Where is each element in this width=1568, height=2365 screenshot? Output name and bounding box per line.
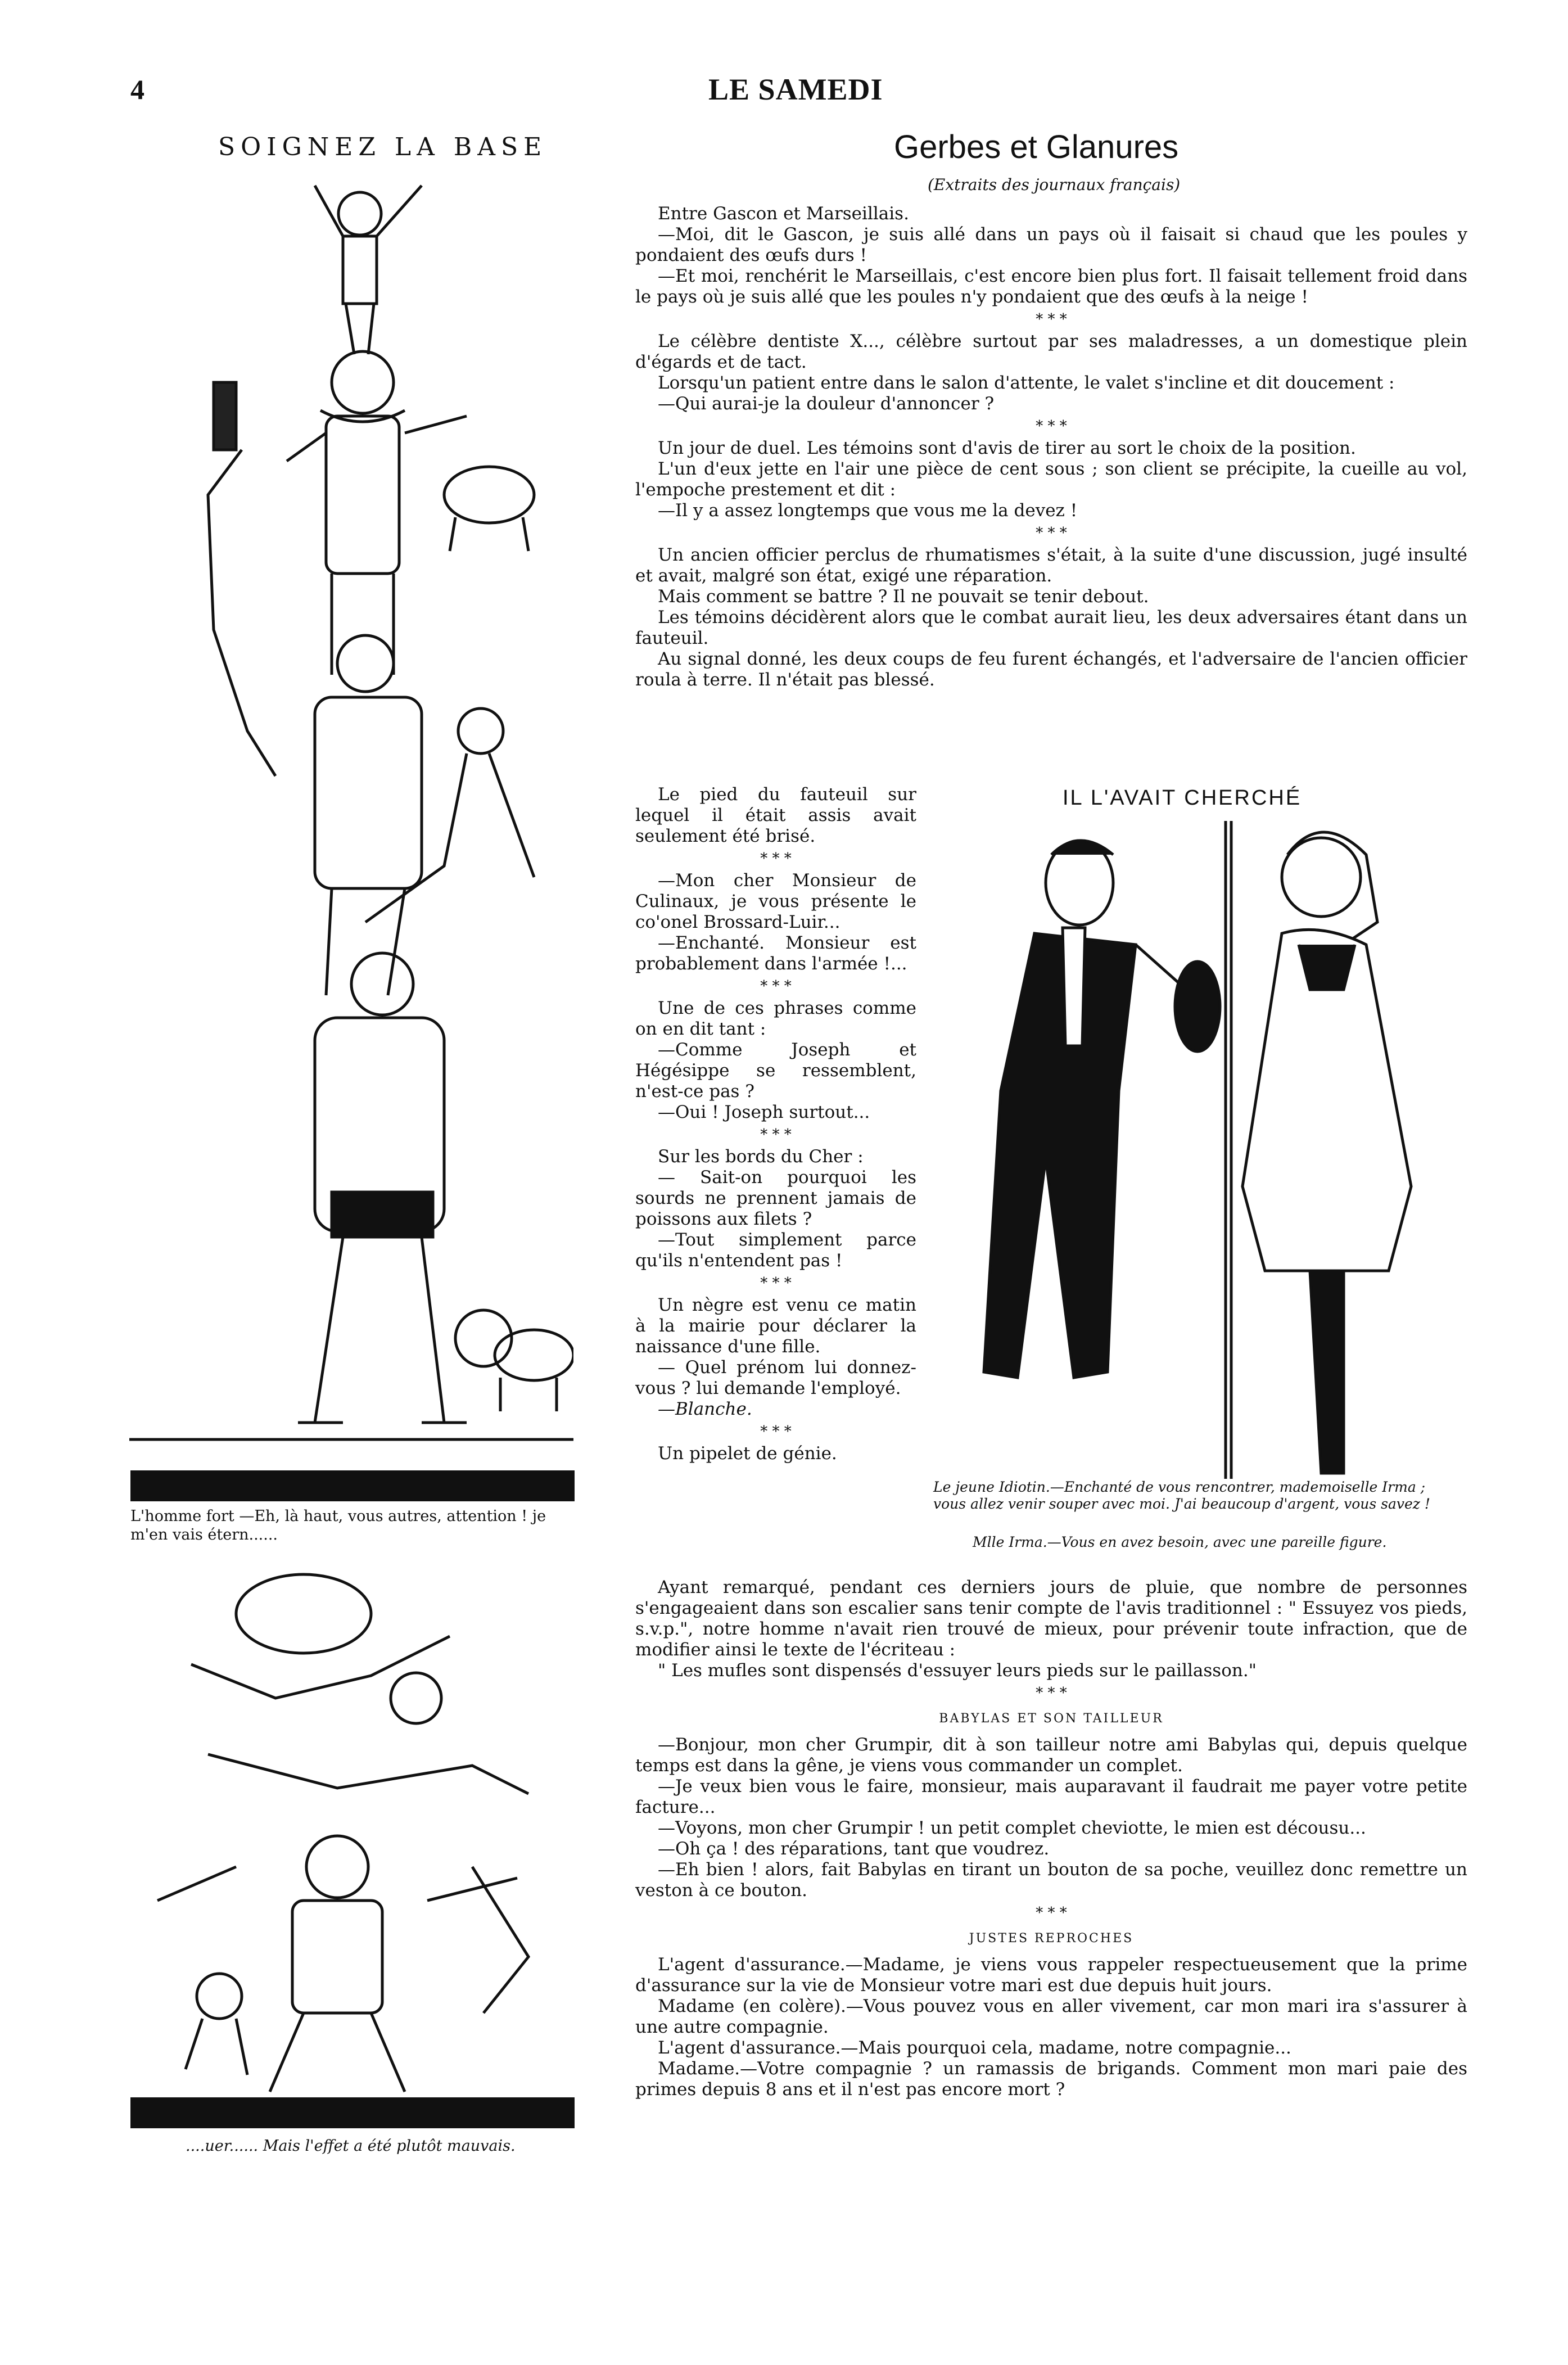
paragraph: Un pipelet de génie.	[658, 1443, 837, 1464]
cartoon-caption-2: Mlle Irma.—Vous en avez besoin, avec une pareille figure.	[973, 1534, 1387, 1550]
paragraph: " Les mufles sont dispensés d'essuyer leurs pieds sur le paillasson."	[658, 1660, 1257, 1681]
paragraph: —Comme Joseph et Hégésippe se ressemblent, n'est-ce pas ?	[635, 1040, 916, 1102]
left-caption-2: ....uer...... Mais l'effet a été plutôt mauvais.	[186, 2137, 516, 2155]
asterism: * * *	[1036, 1904, 1067, 1921]
paragraph: L'un d'eux jette en l'air une pièce de cent sous ; son client se précipite, la cueille au vol, l'empoche prestement et dit :	[635, 459, 1467, 500]
paragraph: Au signal donné, les deux coups de feu furent échangés, et l'adversaire de l'ancien officier roula à terre. Il n'était pas blessé.	[635, 649, 1467, 690]
paragraph: — Quel prénom lui donnez-vous ? lui demande l'employé.	[635, 1357, 916, 1398]
asterism: * * *	[1036, 311, 1067, 328]
gerbes-subtitle: (Extraits des journaux français)	[928, 175, 1181, 194]
paragraph: —Moi, dit le Gascon, je suis allé dans un pays où il faisait si chaud que les poules y pondaient des œufs durs !	[635, 224, 1467, 265]
paragraph: Un jour de duel. Les témoins sont d'avis de tirer au sort le choix de la position.	[658, 438, 1356, 458]
acrobat-head	[338, 192, 381, 235]
paragraph: —Et moi, renchérit le Marseillais, c'est encore bien plus fort. Il faisait tellement froid dans le pays où je suis allé que les poules n'y pondaient que des œufs à la neige !	[635, 266, 1467, 307]
gerbes-narrow-column	[635, 784, 916, 1464]
paragraph: Les témoins décidèrent alors que le combat aurait lieu, les deux adversaires étant dans un fauteuil.	[635, 607, 1467, 648]
il-lavait-cherche-illustration	[950, 821, 1456, 1479]
paragraph: L'agent d'assurance.—Mais pourquoi cela, madame, notre compagnie...	[658, 2038, 1291, 2058]
asterism: * * *	[760, 1126, 792, 1143]
newspaper-title: LE SAMEDI	[708, 73, 883, 106]
gerbes-title: Gerbes et Glanures	[894, 129, 1179, 165]
pipelet-continuation	[635, 1577, 1467, 2100]
page-number: 4	[130, 74, 144, 105]
paragraph: —Voyons, mon cher Grumpir ! un petit complet cheviotte, le mien est décousu...	[658, 1818, 1366, 1838]
paragraph: Un ancien officier perclus de rhumatismes s'était, à la suite d'une discussion, jugé insulté et avait, malgré son état, exigé une réparation.	[635, 545, 1467, 586]
asterism: * * *	[1036, 418, 1067, 435]
paragraph: Le célèbre dentiste X..., célèbre surtout par ses maladresses, a un domestique plein d'égards et de tact.	[635, 331, 1467, 372]
cartoon-caption-1: Le jeune Idiotin.—Enchanté de vous rencontrer, mademoiselle Irma ; vous allez venir souper avec moi. J'ai beaucoup d'argent, vous savez !	[933, 1479, 1430, 1512]
paragraph: —Je veux bien vous le faire, monsieur, mais auparavant il faudrait me payer votre petite facture...	[635, 1776, 1467, 1817]
paragraph: Une de ces phrases comme on en dit tant :	[635, 998, 916, 1039]
paragraph: —Oh ça ! des réparations, tant que voudrez.	[658, 1839, 1050, 1859]
paragraph: —Tout simplement parce qu'ils n'entendent pas !	[635, 1230, 916, 1271]
paragraph: —Qui aurai-je la douleur d'annoncer ?	[658, 394, 995, 414]
cartoon-track-top	[130, 1470, 575, 1501]
paragraph: —Enchanté. Monsieur est probablement dans l'armée !...	[635, 933, 916, 974]
paragraph: —Bonjour, mon cher Grumpir, dit à son tailleur notre ami Babylas qui, depuis quelque temps est dans la gêne, je viens vous commander un complet.	[635, 1735, 1467, 1776]
cartoon-track-bottom	[130, 2097, 575, 2128]
paragraph: — Sait-on pourquoi les sourds ne prennent jamais de poissons aux filets ?	[635, 1167, 916, 1229]
asterism: * * *	[1036, 525, 1067, 541]
paragraph: Le pied du fauteuil sur lequel il était assis avait seulement été brisé.	[635, 784, 916, 846]
collapsed-acrobats-illustration	[135, 1552, 573, 2109]
paragraph: —Eh bien ! alors, fait Babylas en tirant un bouton de sa poche, veuillez donc remettre un veston à ce bouton.	[635, 1859, 1467, 1901]
paragraph: —Mon cher Monsieur de Culinaux, je vous présente le co'onel Brossard-Luir...	[635, 870, 916, 932]
asterism: * * *	[760, 978, 792, 995]
cartoon-title: IL L'AVAIT CHERCHÉ	[1063, 786, 1302, 810]
paragraph: Ayant remarqué, pendant ces derniers jours de pluie, que nombre de personnes s'engageaient dans son escalier sans tenir compte de l'avis traditionnel : " Essuyez vos pieds, s.v.p.", notre homme n'avait rien trouvé de mieux, pour prévenir toute infraction, que de modifier ainsi le texte de l'écriteau :	[635, 1577, 1467, 1660]
left-caption-1: L'homme fort —Eh, là haut, vous autres, attention ! je m'en vais étern......	[130, 1508, 546, 1543]
paragraph: Un nègre est venu ce matin à la mairie pour déclarer la naissance d'une fille.	[635, 1295, 916, 1357]
paragraph: —Il y a assez longtemps que vous me la devez !	[658, 500, 1078, 521]
asterism: * * *	[760, 1423, 792, 1440]
asterism: * * *	[1036, 1685, 1067, 1701]
babylas-heading: BABYLAS ET SON TAILLEUR	[939, 1712, 1164, 1726]
paragraph: L'agent d'assurance.—Madame, je viens vous rappeler respectueusement que la prime d'assurance sur la vie de Monsieur votre mari est due depuis huit jours.	[635, 1955, 1467, 1996]
paragraph: —Oui ! Joseph surtout...	[658, 1102, 870, 1122]
acrobat-tower-illustration	[129, 169, 573, 1473]
gerbes-top-block	[635, 204, 1467, 690]
left-cartoon-title: SOIGNEZ LA BASE	[218, 133, 548, 161]
paragraph: Madame.—Votre compagnie ? un ramassis de brigands. Comment mon mari paie des primes depuis 8 ans et il n'est pas encore mort ?	[635, 2059, 1467, 2100]
asterism: * * *	[760, 1275, 792, 1292]
asterism: * * *	[760, 850, 792, 867]
justes-heading: JUSTES REPROCHES	[969, 1931, 1134, 1946]
paragraph: Madame (en colère).—Vous pouvez vous en aller vivement, car mon mari ira s'assurer à une autre compagnie.	[635, 1996, 1467, 2037]
paragraph: Mais comment se battre ? Il ne pouvait se tenir debout.	[658, 586, 1149, 607]
paragraph: Sur les bords du Cher :	[658, 1147, 864, 1167]
paragraph: Lorsqu'un patient entre dans le salon d'attente, le valet s'incline et dit doucement :	[658, 373, 1395, 393]
paragraph: —Blanche.	[658, 1399, 752, 1419]
paragraph: Entre Gascon et Marseillais.	[658, 204, 909, 224]
